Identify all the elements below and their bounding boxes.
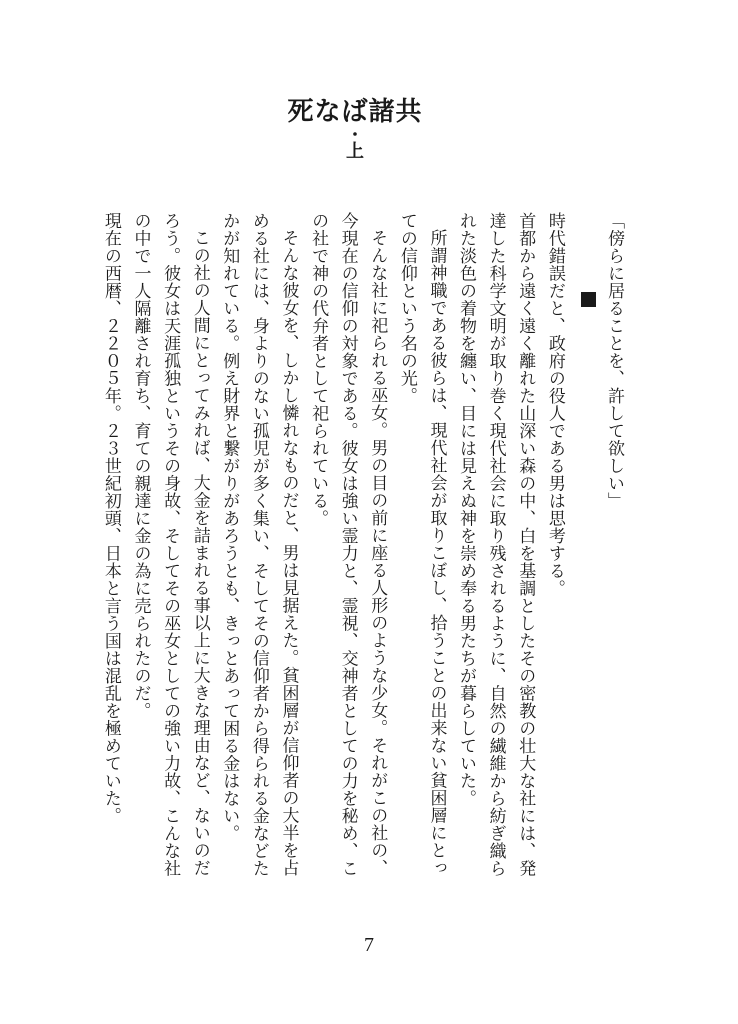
paragraph-4: そんな社に祀られる巫女。男の目の前に座る人形のような少女。それがこの社の、今現在の信仰の対象である。彼女は強い霊力と、霊視、交神者としての力を秘め、この社で神の代弁者として祀られている。 [308, 212, 388, 877]
paragraph-6: この社の人間にとってみれば、大金を詰まれる事以上に大きな理由など、ないのだろう。彼女は天涯孤独というその身故、そしてその巫女としての強い力故、こんな社の中で一人隔離され育ち、育ての親達に金の為に売られたのだ。 [130, 212, 210, 877]
paragraph-1: 時代錯誤だと、政府の役人である男は思考する。 [544, 212, 565, 597]
paragraph-5: そんな彼女を、しかし憐れなものだと、男は見据えた。貧困層が信仰者の大半を占める社には、身よりのない孤児が多く集い、そしてその信仰者から得られる金などたかが知れている。例え財界と繋がりがあろうとも、きっとあって困る金はない。 [219, 212, 299, 877]
story-title: 死なば諸共 [287, 97, 423, 127]
page-number: 7 [364, 934, 374, 956]
section-marker-line [569, 212, 599, 882]
title-block [280, 96, 430, 162]
epigraph: 「傍らに居ることを、許して欲しい」 [604, 212, 624, 510]
title-separator: ・ [346, 125, 363, 144]
title-part-label: 上 [346, 141, 364, 162]
paragraph-2: 首都から遠く遠く離れた山深い森の中、白を基調としたその密教の壮大な社には、発達した科学文明が取り巻く現代社会に取り残されるように、自然の繊維から紡ぎ織られた淡色の着物を纏い、目には見えぬ神を崇め奉る男たちが暮らしていた。 [456, 212, 536, 877]
paragraph-3: 所謂神職である彼らは、現代社会が取りこぼし、拾うことの出来ない貧困層にとっての信仰という名の光。 [396, 212, 447, 877]
vertical-body-text [96, 212, 628, 882]
paragraph-7: 現在の西暦、２２０５年。２３世紀初頭、日本と言う国は混乱を極めていた。 [100, 212, 121, 825]
black-square-icon [581, 292, 596, 307]
